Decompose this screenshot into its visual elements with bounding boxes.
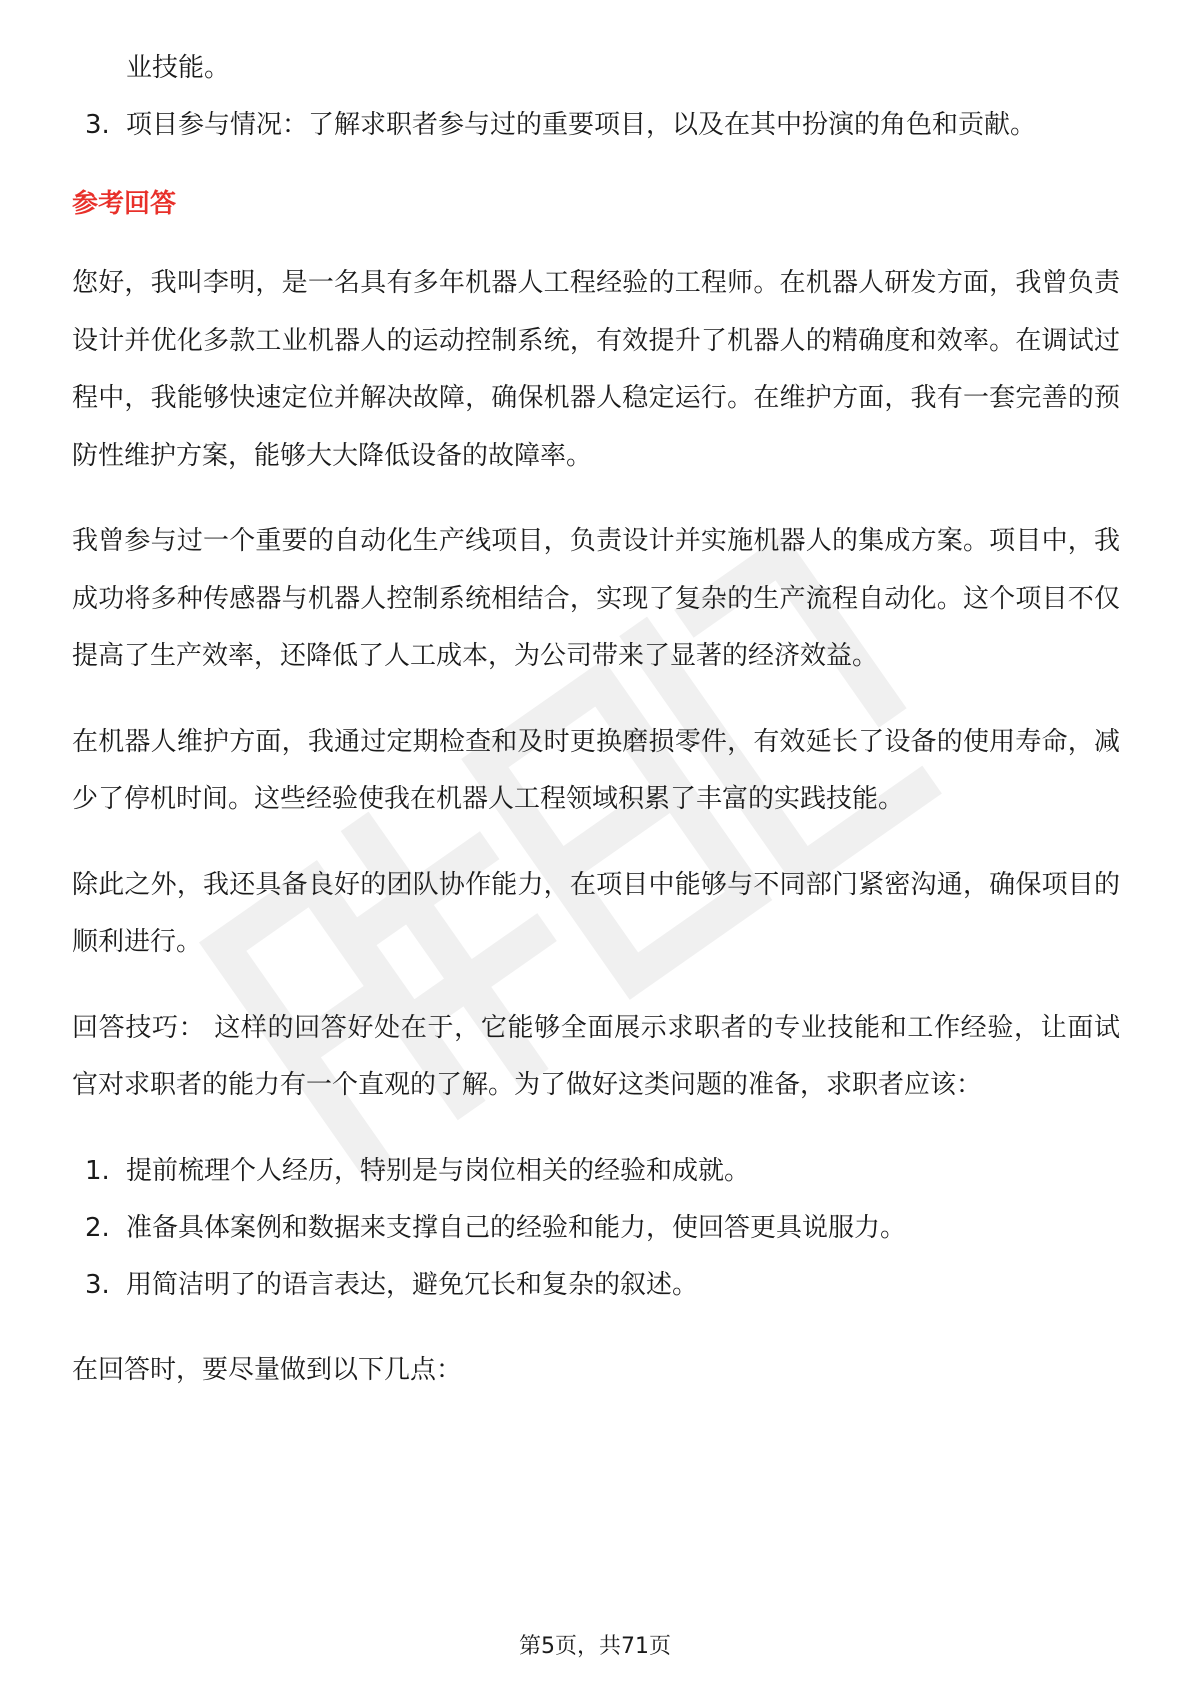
list-item-number: 3. [85, 110, 110, 140]
closing-line: 在回答时，要尽量做到以下几点： [72, 1354, 463, 1385]
list-item-text: 提前梳理个人经历，特别是与岗位相关的经验和成就。 [126, 1155, 751, 1186]
page-content [72, 40, 1120, 1427]
tips-list [72, 1143, 1120, 1314]
page-footer: 第5页，共71页 [519, 1634, 671, 1659]
answer-paragraph-2: 我曾参与过一个重要的自动化生产线项目，负责设计并实施机器人的集成方案。项目中，我成功将多种传感器与机器人控制系统相结合，实现了复杂的生产流程自动化。这个项目不仅提高了生产效率，还降低了人工成本，为公司带来了显著的经济效益。 [72, 526, 1120, 671]
list-item-number: 1. [85, 1155, 110, 1186]
list-continuation-text: 业技能。 [126, 53, 231, 83]
list-item [72, 1200, 1120, 1257]
answer-paragraph-3: 在机器人维护方面，我通过定期检查和及时更换磨损零件，有效延长了设备的使用寿命，减少了停机时间。这些经验使我在机器人工程领域积累了丰富的实践技能。 [72, 726, 1120, 814]
section-heading: 参考回答 [72, 189, 177, 219]
answer-paragraph-4: 除此之外，我还具备良好的团队协作能力，在项目中能够与不同部门紧密沟通，确保项目的顺利进行。 [72, 869, 1120, 957]
list-item-text: 准备具体案例和数据来支撑自己的经验和能力，使回答更具说服力。 [126, 1212, 907, 1243]
tips-intro-paragraph: 回答技巧： 这样的回答好处在于，它能够全面展示求职者的专业技能和工作经验，让面试官对求职者的能力有一个直观的了解。为了做好这类问题的准备，求职者应该： [72, 1012, 1120, 1100]
list-item-number: 3. [85, 1269, 110, 1300]
answer-paragraph-1: 您好，我叫李明，是一名具有多年机器人工程经验的工程师。在机器人研发方面，我曾负责设计并优化多款工业机器人的运动控制系统，有效提升了机器人的精确度和效率。在调试过程中，我能够快速定位并解决故障，确保机器人稳定运行。在维护方面，我有一套完善的预防性维护方案，能够大大降低设备的故障率。 [72, 268, 1120, 471]
list-item-text: 用简洁明了的语言表达，避免冗长和复杂的叙述。 [126, 1269, 699, 1300]
intro-list [72, 97, 1120, 154]
list-item [72, 1257, 1120, 1314]
list-item-text: 项目参与情况：了解求职者参与过的重要项目，以及在其中扮演的角色和贡献。 [126, 110, 1037, 140]
list-item-number: 2. [85, 1212, 110, 1243]
list-item [72, 97, 1120, 154]
list-item [72, 1143, 1120, 1200]
